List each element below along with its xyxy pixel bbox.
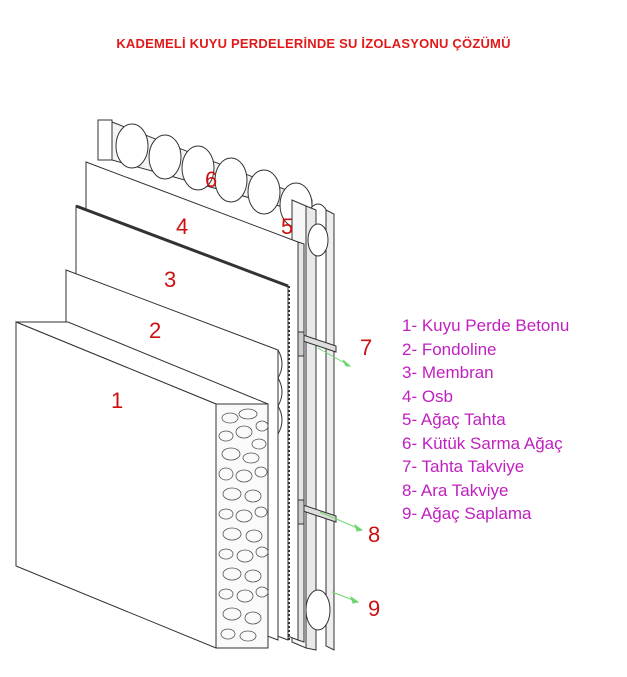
callout-4: 4 bbox=[176, 214, 189, 239]
legend-item: 4- Osb bbox=[402, 386, 454, 406]
legend-item: 9- Ağaç Saplama bbox=[402, 504, 532, 523]
callout-3: 3 bbox=[164, 267, 177, 292]
legend-item: 2- Fondoline bbox=[402, 339, 497, 359]
legend-list bbox=[402, 314, 569, 526]
callout-2: 2 bbox=[149, 318, 162, 343]
legend-item: 8- Ara Takviye bbox=[402, 480, 509, 500]
callout-7: 7 bbox=[360, 335, 373, 360]
callout-9: 9 bbox=[368, 596, 381, 621]
arrow-9 bbox=[332, 592, 358, 603]
callout-6: 6 bbox=[205, 167, 218, 192]
legend-item: 3- Membran bbox=[402, 363, 494, 382]
legend-item: 7- Tahta Takviye bbox=[402, 457, 525, 476]
legend-item: 1- Kuyu Perde Betonu bbox=[402, 316, 570, 335]
legend-item: 5- Ağaç Tahta bbox=[402, 410, 506, 429]
legend-item: 6- Kütük Sarma Ağaç bbox=[402, 433, 563, 453]
callout-8: 8 bbox=[368, 522, 381, 547]
callout-5: 5 bbox=[281, 214, 294, 239]
diagram-title: KADEMELİ KUYU PERDELERİNDE SU İZOLASYONU ÇÖZÜMÜ bbox=[116, 36, 511, 51]
callout-1: 1 bbox=[111, 388, 124, 413]
